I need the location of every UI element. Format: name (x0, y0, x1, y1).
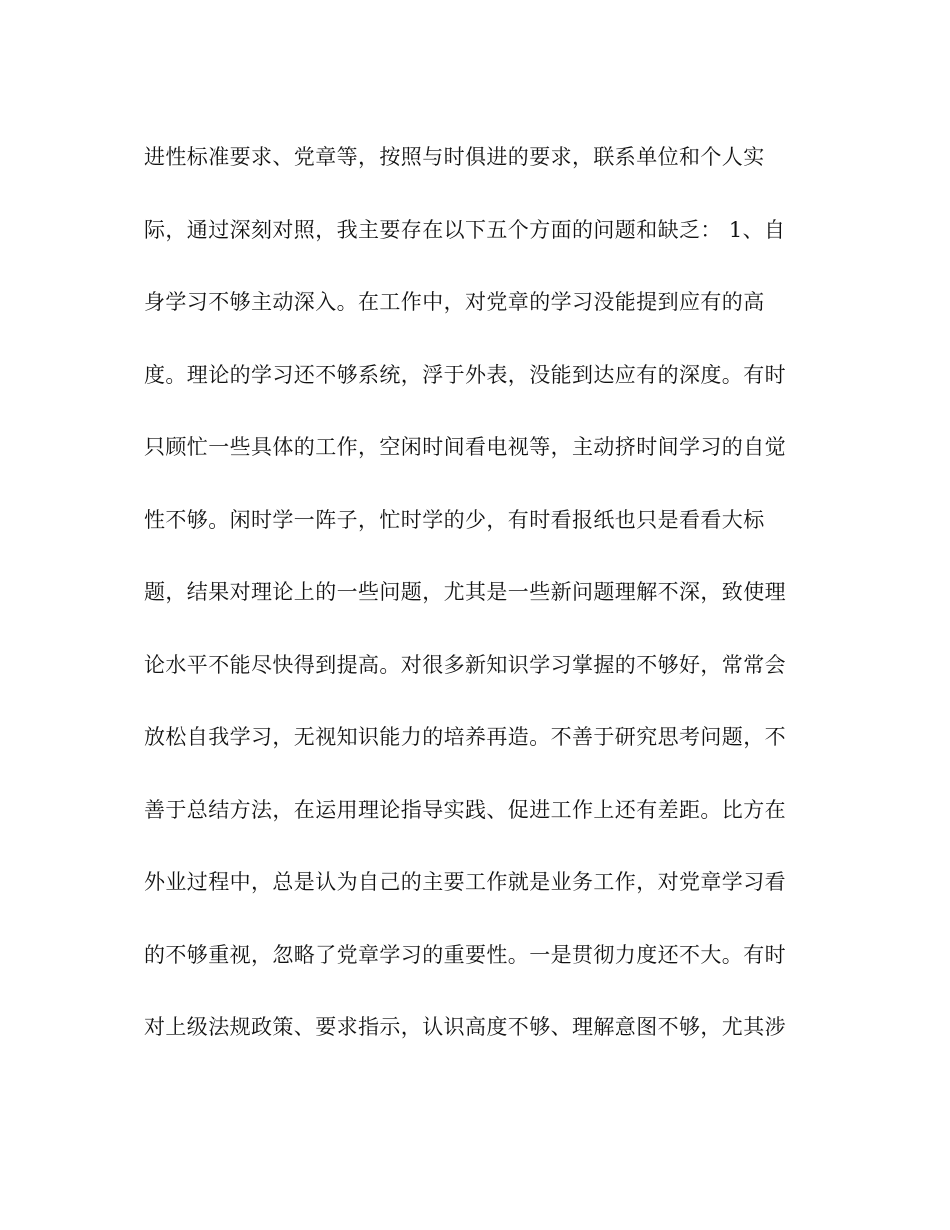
text-line: 只顾忙一些具体的工作，空闲时间看电视等，主动挤时间学习的自觉 (144, 435, 786, 459)
text-line: 题，结果对理论上的一些问题，尤其是一些新问题理解不深，致使理 (144, 580, 786, 604)
text-line: 放松自我学习，无视知识能力的培养再造。不善于研究思考问题，不 (144, 725, 786, 749)
text-line: 善于总结方法，在运用理论指导实践、促进工作上还有差距。比方在 (144, 797, 786, 822)
text-line: 身学习不够主动深入。在工作中，对党章的学习没能提到应有的高 (144, 290, 765, 314)
text-line: 际，通过深刻对照，我主要存在以下五个方面的问题和缺乏： 1、自 (144, 217, 786, 242)
text-line: 外业过程中，总是认为自己的主要工作就是业务工作，对党章学习看 (144, 870, 786, 894)
text-line: 对上级法规政策、要求指示，认识高度不够、理解意图不够，尤其涉 (144, 1015, 786, 1039)
text-line: 进性标准要求、党章等，按照与时俱进的要求，联系单位和个人实 (144, 145, 765, 169)
text-line: 论水平不能尽快得到提高。对很多新知识学习掌握的不够好，常常会 (144, 652, 786, 677)
text-line: 度。理论的学习还不够系统，浮于外表，没能到达应有的深度。有时 (144, 362, 786, 387)
body-text (144, 140, 804, 1083)
text-line: 性不够。闲时学一阵子，忙时学的少，有时看报纸也只是看看大标 (144, 507, 765, 532)
text-line: 的不够重视，忽略了党章学习的重要性。一是贯彻力度还不大。有时 (144, 942, 786, 967)
